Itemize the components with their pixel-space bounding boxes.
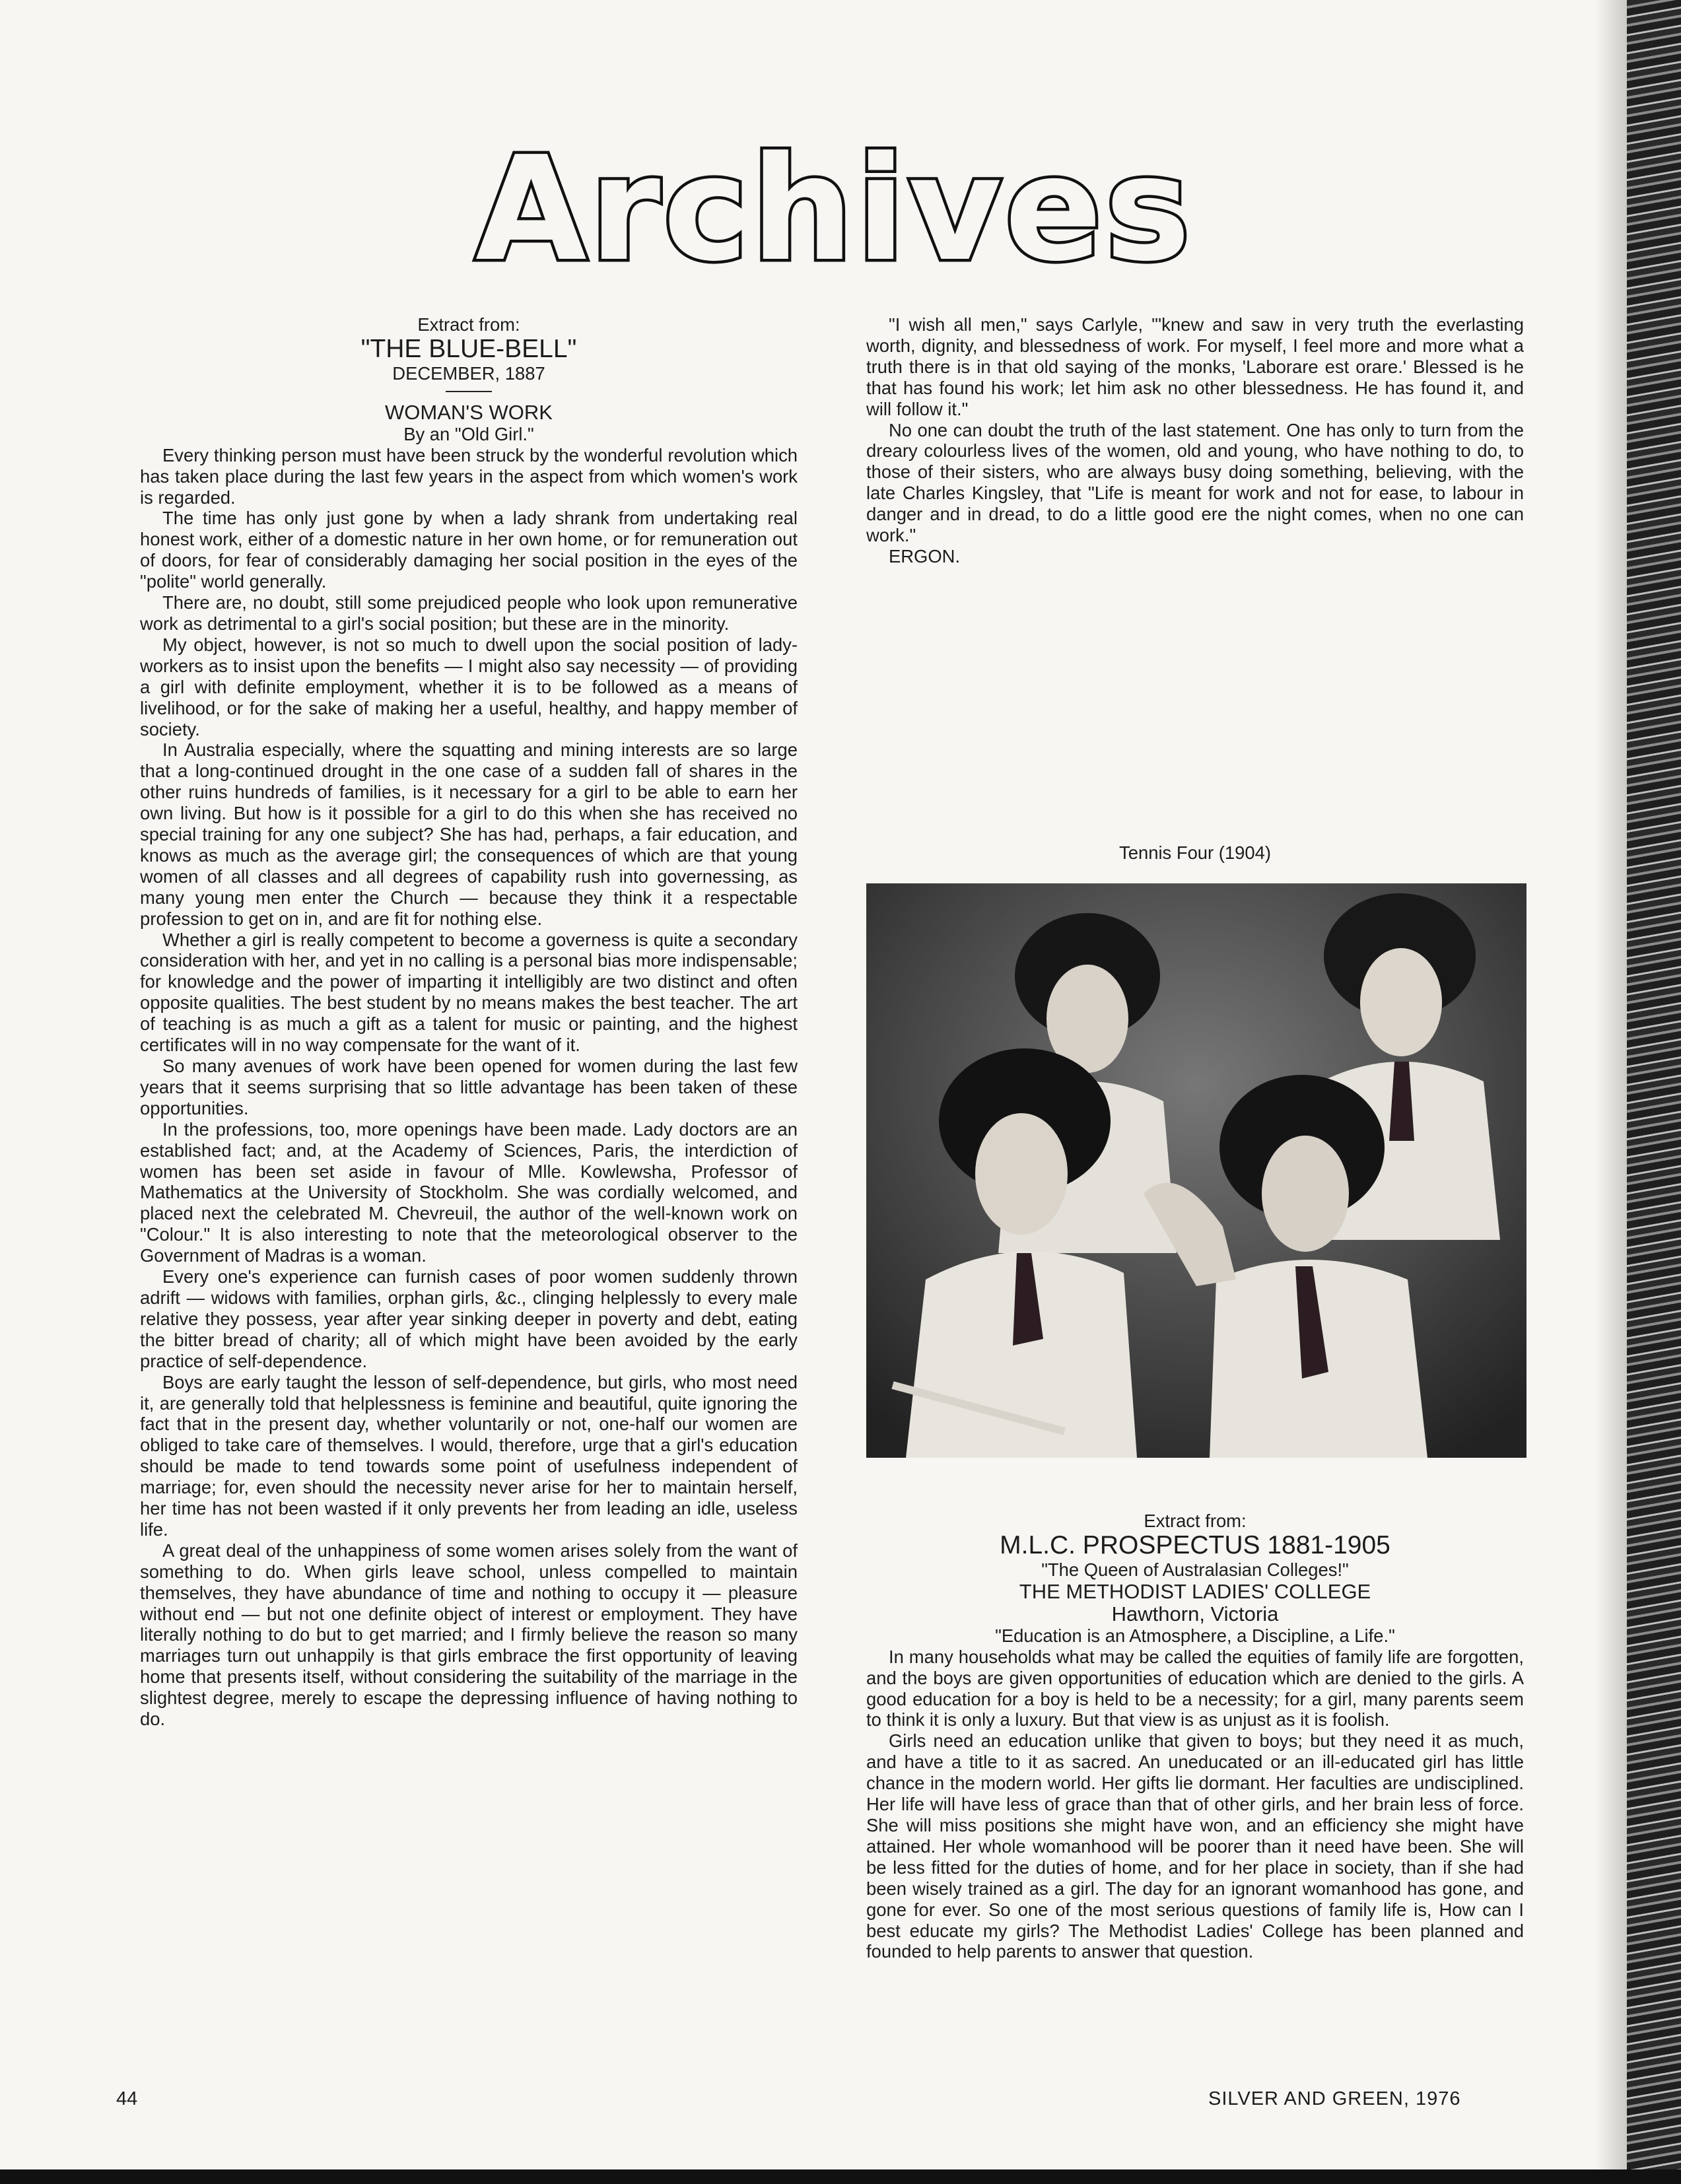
masthead	[475, 126, 1194, 293]
article1-paragraph: No one can doubt the truth of the last statement. One has only to turn from the dreary colourless lives of the women, old and young, who have nothing to do, to those of their sisters, who are always busy doing something, believing, with the late Charles Kingsley, that "Life is meant for work and not for ease, to labour in danger and in dread, to do a little good ere the night comes, when no one can work."	[866, 419, 1524, 546]
article1-publication: "THE BLUE-BELL"	[360, 334, 577, 363]
article1-paragraph: Boys are early taught the lesson of self-dependence, but girls, who most need it, are generally told that helplessness is feminine and beautiful, quite ignoring the fact that in the present day, whether voluntarily or not, one-half our women are obliged to take care of themselves. I would, therefore, urge that a girl's education should be made to tend towards some point of usefulness independent of marriage; for, even should the necessity never arise for her to maintain herself, her time has not been wasted if it only prevents her from leading an idle, useless life.	[140, 1371, 798, 1540]
article1-paragraph: Whether a girl is really competent to become a governess is quite a secondary consideration with her, and yet in no calling is a personal bias more indispensable; for knowledge and the power of imparting it intelligibly are two distinct and often opposite qualities. The best student by no means makes the best teacher. The art of teaching is as much a gift as a talent for music or painting, and the highest certificates will in no way compensate for the want of it.	[140, 929, 798, 1056]
publication-footer: SILVER AND GREEN, 1976	[1208, 2088, 1461, 2109]
binding-shadow	[1595, 0, 1627, 2184]
tennis-four-photo	[866, 883, 1527, 1458]
article1-paragraph: In Australia especially, where the squatting and mining interests are so large that a long-continued drought in the one case of a sudden fall of shares in the other ruins hundreds of families, is it necessary for a girl to be able to earn her own living. But how is it possible for a girl to do this when she has received no special training for any one subject? She has had, perhaps, a fair education, and knows as much as the average girl; the consequences of which are that young women of all classes and all degrees of capability rush into governessing, as many young men enter the Church — because they think it a respectable profession to get on in, and are fit for nothing else.	[140, 739, 798, 929]
article1-paragraph: There are, no doubt, still some prejudiced people who look upon remunerative work as detrimental to a girl's social position; but these are in the minority.	[140, 592, 798, 634]
photo-caption: Tennis Four (1904)	[1119, 842, 1271, 863]
article1-paragraph: The time has only just gone by when a lady shrank from undertaking real honest work, either of a domestic nature in her own home, or for remuneration out of doors, for fear of considerably damaging her social position in the eyes of the "polite" world generally.	[140, 508, 798, 592]
photo-illustration	[866, 883, 1527, 1458]
binding-spine	[1627, 0, 1681, 2184]
article1-paragraph: Every one's experience can furnish cases of poor women suddenly thrown adrift — widows with families, orphan girls, &c., clinging helplessly to every male relative they possess, year after year sinking deeper in poverty and debt, eating the bitter bread of charity; all of which might have been avoided by the early practice of self-dependence.	[140, 1266, 798, 1371]
article1-signature: ERGON.	[889, 545, 961, 566]
article1-paragraph: In the professions, too, more openings have been made. Lady doctors are an established fact; and, at the Academy of Sciences, Paris, the interdiction of women has been set aside in favour of Mlle. Kowlewsha, Professor of Mathematics at the University of Stockholm. She was cordially welcomed, and placed next the celebrated M. Chevreuil, the author of the well-known work on "Colour." It is also interesting to note that the meteorological observer to the Government of Madras is a woman.	[140, 1118, 798, 1266]
article1-paragraph: My object, however, is not so much to dwell upon the social position of lady-workers as to insist upon the benefits — I might also say necessity — of providing a girl with definite employment, whether it is to be followed as a means of livelihood, or for the sake of making her a useful, healthy, and happy member of society.	[140, 634, 798, 739]
bottom-edge	[0, 2169, 1681, 2184]
article2-subtitle: "The Queen of Australasian Colleges!"	[1041, 1559, 1349, 1580]
article2-intro: Extract from:	[1144, 1511, 1247, 1531]
article1-paragraph: A great deal of the unhappiness of some women arises solely from the want of something to do. When girls leave school, unless compelled to maintain themselves, they have abundance of time and nothing to occupy it — pleasure without end — but not one definite object of interest or employment. They have literally nothing to do but to get married; and I firmly believe the reason so many marriages turn out unhappily is that girls embrace the first opportunity of leaving home that presents itself, without considering the suitability of the marriage in the slightest degree, merely to escape the depressing influence of having nothing to do.	[140, 1540, 798, 1730]
article1-paragraph: "I wish all men," says Carlyle, "'knew and saw in very truth the everlasting worth, dignity, and blessedness of work. For myself, I feel more and more what a truth there is in that old saying of the monks, 'Laborare est orare.' Blessed is he that has found his work; let him ask no other blessedness. He has found it, and will follow it."	[866, 314, 1524, 419]
article2-paragraph: Girls need an education unlike that given to boys; but they need it as much, and have a title to it as sacred. An uneducated or an ill-educated girl has little chance in the modern world. Her gifts lie dormant. Her faculties are undisciplined. Her life will have less of grace than that of other girls, and her brain less of force. She will miss positions she might have won, and an efficiency she might have attained. Her whole womanhood will be poorer than it need have been. She will be less fitted for the duties of home, and for her place in society, than if she had been wisely trained as a girl. The day for an ignorant womanhood has gone, and gone for ever. So one of the most serious questions of family life is, How can I best educate my girls? The Methodist Ladies' College has been planned and founded to help parents to answer that question.	[866, 1730, 1524, 1962]
article2-motto: "Education is an Atmosphere, a Discipline, a Life."	[995, 1625, 1395, 1646]
page-number: 44	[116, 2088, 138, 2109]
article-blue-bell	[140, 314, 798, 1730]
article-blue-bell-continued	[866, 314, 1524, 567]
article1-heading: WOMAN'S WORK	[385, 400, 553, 424]
article1-byline: By an "Old Girl."	[403, 423, 534, 444]
article2-institution: THE METHODIST LADIES' COLLEGE	[1019, 1579, 1371, 1603]
masthead-title: Archives	[475, 126, 1194, 293]
divider-rule	[446, 391, 492, 392]
article2-title: M.L.C. PROSPECTUS 1881-1905	[1000, 1530, 1390, 1559]
article2-paragraph: In many households what may be called the equities of family life are forgotten, and the boys are given opportunities of education which are denied to the girls. A good education for a boy is held to be a necessity; for a girl, many parents seem to think it is only a luxury. But that view is as unjust as it is foolish.	[866, 1646, 1524, 1730]
article-mlc-prospectus	[866, 1511, 1524, 1962]
article1-paragraph: Every thinking person must have been struck by the wonderful revolution which has taken place during the last few years in the aspect from which women's work is regarded.	[140, 444, 798, 508]
article2-location: Hawthorn, Victoria	[1111, 1602, 1279, 1625]
article1-intro: Extract from:	[417, 314, 520, 335]
article1-paragraph: So many avenues of work have been opened for women during the last few years that it seems surprising that so little advantage has been taken of these opportunities.	[140, 1056, 798, 1118]
article1-date: DECEMBER, 1887	[392, 362, 545, 384]
